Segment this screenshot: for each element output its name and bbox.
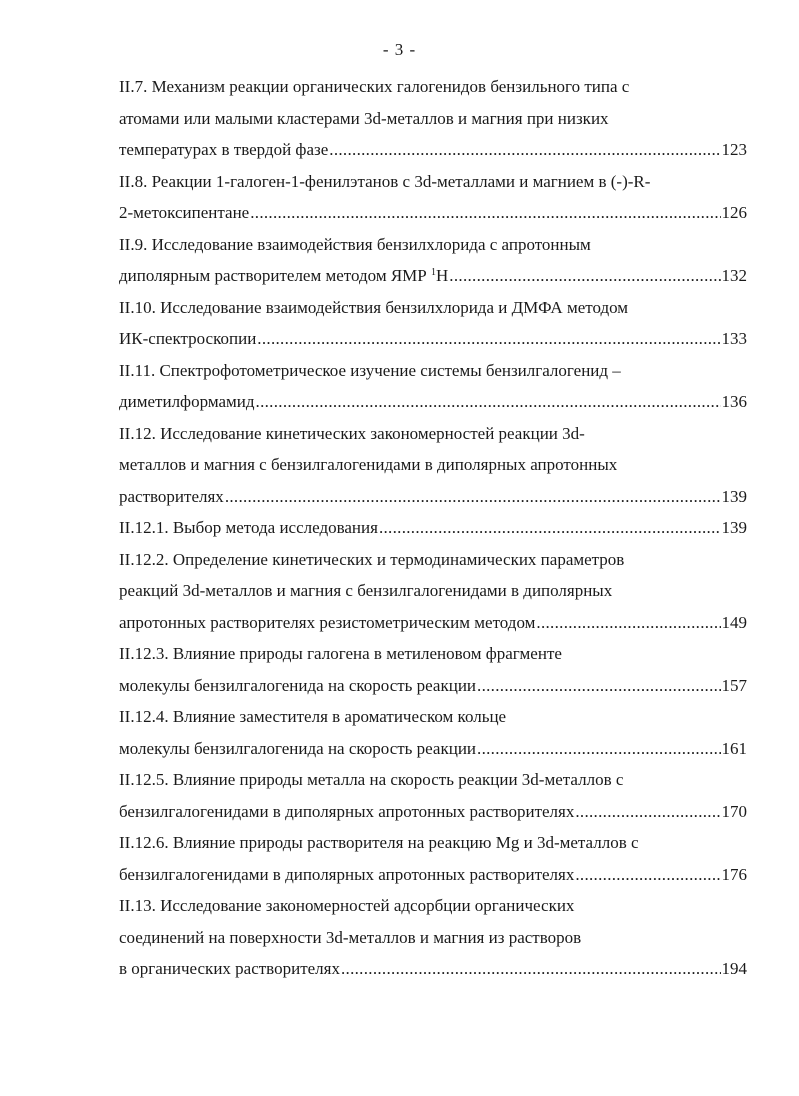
dot-leader [225, 481, 721, 513]
toc-entry [119, 418, 747, 513]
toc-entry-line [119, 386, 747, 418]
toc-entry-line [119, 638, 747, 670]
table-of-contents [119, 71, 747, 985]
toc-entry-page: 126 [721, 203, 747, 222]
toc-entry-page: 136 [721, 392, 747, 411]
toc-entry-page: 170 [721, 801, 747, 821]
toc-entry-text: 2-метоксипентане [119, 203, 250, 222]
toc-entry-text: II.7. Механизм реакции органических галогенидов бензильного типа с [119, 77, 630, 96]
toc-entry-line [119, 355, 747, 387]
toc-entry-line [119, 890, 747, 922]
toc-entry-text: температурах в твердой фазе [119, 140, 329, 159]
toc-entry [119, 764, 747, 827]
dot-leader [329, 134, 720, 166]
toc-entry-line [119, 733, 747, 765]
toc-entry-text: II.10. Исследование взаимодействия бензилхлорида и ДМФА методом [119, 297, 629, 317]
toc-entry [119, 71, 747, 166]
toc-entry [119, 638, 747, 701]
toc-entry-line [119, 827, 747, 859]
toc-entry-page: 194 [721, 959, 747, 978]
dot-leader [257, 323, 720, 355]
toc-entry-line [119, 670, 747, 702]
toc-entry-text: диполярным растворителем методом ЯМР [119, 266, 427, 285]
toc-entry-text: II.12.3. Влияние природы галогена в метиленовом фрагменте [119, 644, 562, 663]
toc-entry-text: соединений на поверхности 3d-металлов и магния из растворов [119, 927, 582, 947]
toc-entry-text: II.11. Спектрофотометрическое изучение системы бензилгалогенид – [119, 360, 621, 380]
toc-entry-line [119, 197, 747, 229]
dot-leader [341, 953, 721, 985]
toc-entry-line [119, 701, 747, 733]
toc-entry-text: апротонных растворителях резистометрическим методом [119, 612, 536, 632]
dot-leader [477, 670, 720, 702]
toc-entry [119, 544, 747, 639]
toc-entry-line [119, 922, 747, 954]
toc-entry-line [119, 544, 747, 576]
toc-entry-text: бензилгалогенидами в диполярных апротонных растворителях [119, 801, 575, 821]
toc-entry-page: 157 [721, 675, 747, 695]
toc-entry-line [119, 134, 747, 166]
toc-entry-page: 132 [721, 266, 747, 285]
toc-entry-text: атомами или малыми кластерами 3d-металлов и магния при низких [119, 108, 609, 128]
toc-entry-text: металлов и магния с бензилгалогенидами в диполярных апротонных [119, 455, 618, 474]
toc-entry-text: II.9. Исследование взаимодействия бензилхлорида с апротонным [119, 234, 591, 254]
toc-entry-text: II.12. Исследование кинетических закономерностей реакции 3d- [119, 423, 585, 443]
toc-entry [119, 229, 747, 292]
toc-entry [119, 292, 747, 355]
dot-leader [256, 386, 721, 418]
toc-entry-page: 139 [721, 486, 747, 506]
dot-leader [449, 260, 720, 292]
toc-entry-text: растворителях [119, 486, 224, 506]
toc-entry-text: II.12.5. Влияние природы металла на скорость реакции 3d-металлов с [119, 770, 624, 789]
toc-entry-line [119, 512, 747, 544]
toc-entry [119, 166, 747, 229]
toc-entry-line [119, 71, 747, 103]
toc-entry-text: молекулы бензилгалогенида на скорость реакции [119, 738, 477, 758]
dot-leader [536, 607, 720, 639]
toc-entry [119, 512, 747, 544]
toc-entry-page: 149 [721, 612, 747, 632]
dot-leader [379, 512, 721, 544]
toc-entry [119, 890, 747, 985]
toc-entry-line [119, 103, 747, 135]
toc-entry [119, 355, 747, 418]
toc-entry-line [119, 418, 747, 450]
toc-entry-line [119, 953, 747, 985]
toc-entry [119, 701, 747, 764]
toc-entry-text: II.13. Исследование закономерностей адсорбции органических [119, 896, 575, 915]
toc-entry-text: II.8. Реакции 1-галоген-1-фенилэтанов с 3d-металлами и магнием в (-)-R- [119, 171, 651, 191]
toc-entry-text: в органических растворителях [119, 959, 340, 978]
toc-entry-page: 139 [721, 518, 747, 537]
toc-entry-text: диметилформамид [119, 392, 255, 411]
toc-entry-text: II.12.6. Влияние природы растворителя на реакцию Mg и 3d-металлов с [119, 833, 639, 852]
toc-entry-line [119, 292, 747, 324]
toc-entry-line [119, 607, 747, 639]
toc-entry-page: 133 [721, 329, 747, 348]
page-number: - 3 - [382, 40, 417, 59]
toc-entry-text: II.12.2. Определение кинетических и термодинамических параметров [119, 549, 625, 569]
toc-entry-page: 123 [721, 140, 747, 159]
dot-leader [575, 859, 720, 891]
toc-entry-line [119, 796, 747, 828]
toc-entry-line [119, 764, 747, 796]
toc-entry-text: II.12.4. Влияние заместителя в ароматическом кольце [119, 707, 507, 726]
toc-entry-line [119, 260, 747, 292]
toc-entry-line [119, 859, 747, 891]
toc-entry-text: бензилгалогенидами в диполярных апротонных растворителях [119, 864, 575, 884]
toc-entry-line [119, 323, 747, 355]
toc-entry-text: II.12.1. Выбор метода исследования [119, 518, 378, 537]
toc-entry [119, 827, 747, 890]
toc-entry-text: ИК-спектроскопии [119, 329, 257, 348]
toc-entry-line [119, 229, 747, 261]
dot-leader [477, 733, 720, 765]
toc-entry-line [119, 481, 747, 513]
toc-entry-page: 176 [721, 864, 747, 884]
toc-entry-page: 161 [721, 738, 747, 758]
toc-entry-superscript: $^1$H [431, 266, 449, 285]
toc-entry-line [119, 166, 747, 198]
toc-entry-line [119, 449, 747, 481]
dot-leader [575, 796, 720, 828]
dot-leader [250, 197, 720, 229]
toc-entry-text: реакций 3d-металлов и магния с бензилгалогенидами в диполярных [119, 581, 613, 600]
toc-entry-line [119, 575, 747, 607]
toc-entry-text: молекулы бензилгалогенида на скорость реакции [119, 675, 477, 695]
